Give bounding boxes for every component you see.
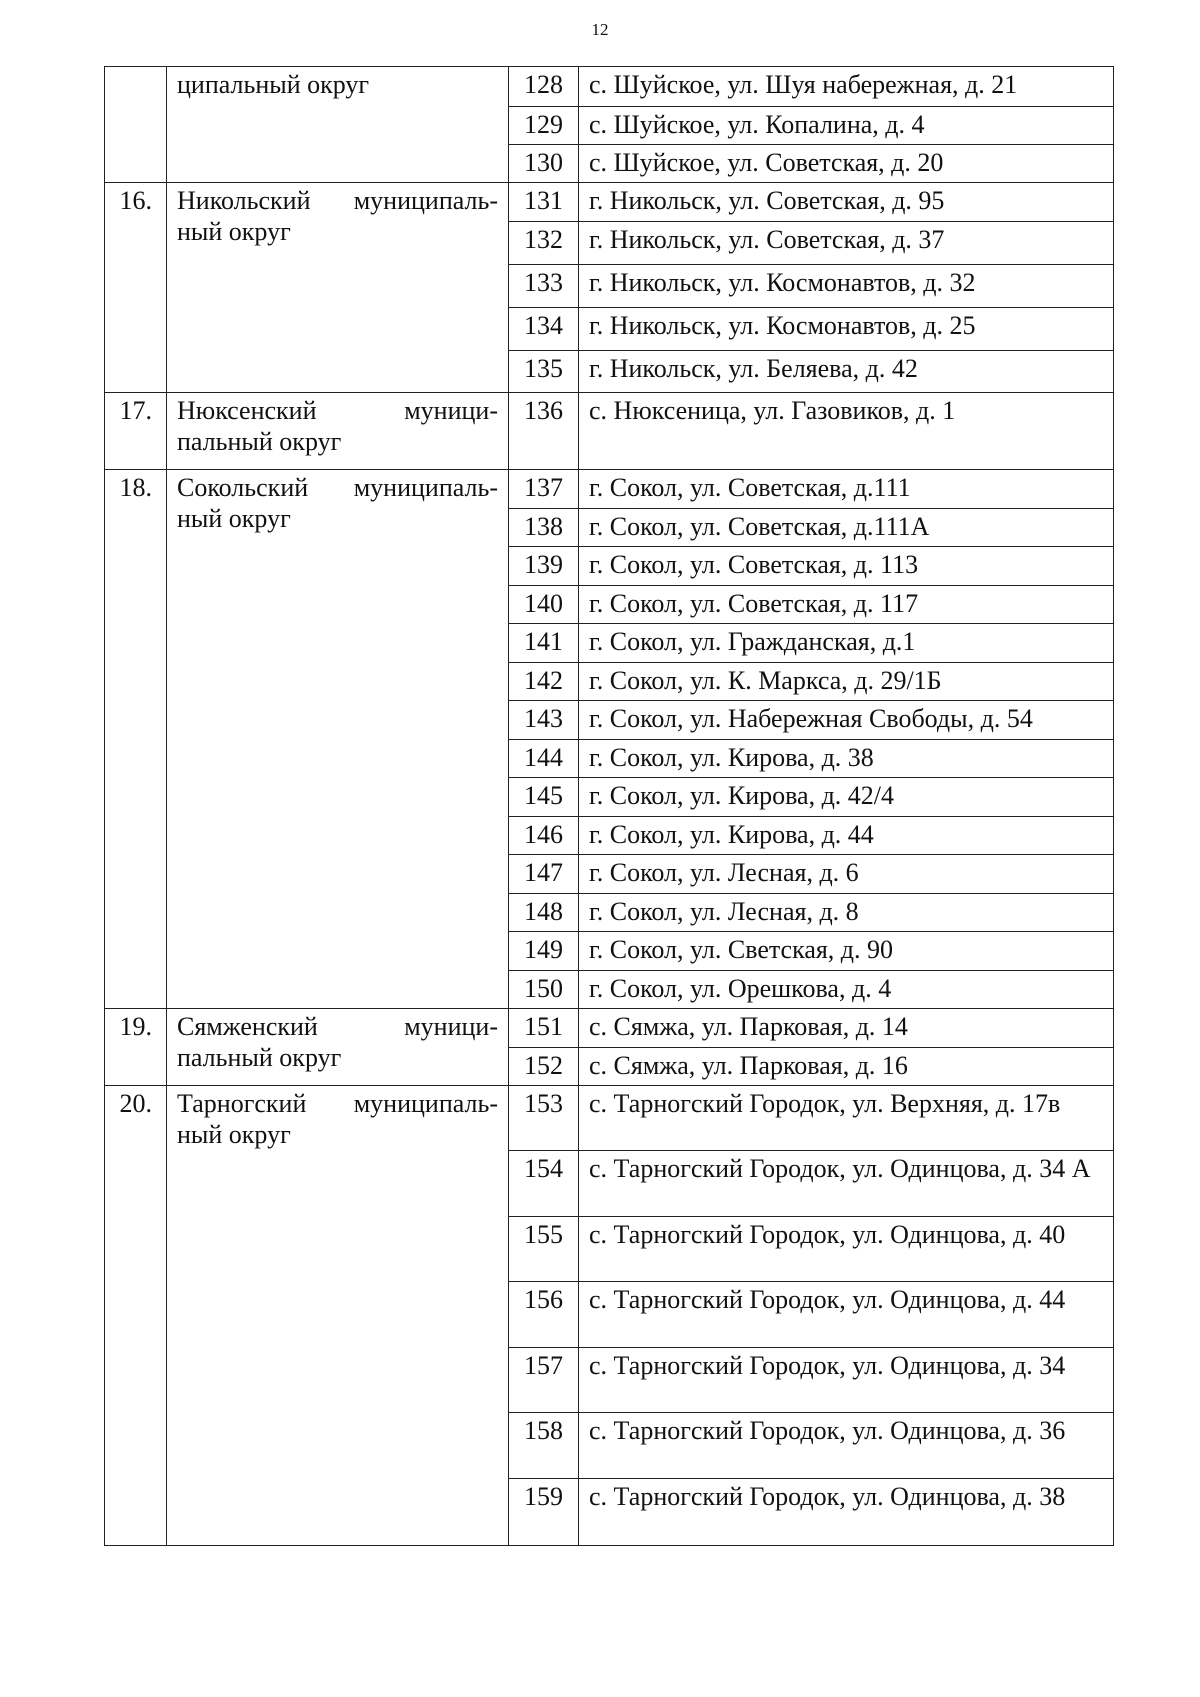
district-name-line2: пальный округ bbox=[177, 1043, 342, 1072]
station-number-cell: 135 bbox=[509, 351, 579, 393]
address-cell: г. Никольск, ул. Космонавтов, д. 25 bbox=[579, 308, 1114, 351]
address-cell: с. Тарногский Городок, ул. Одинцова, д. 36 bbox=[579, 1413, 1114, 1479]
district-name-cell bbox=[167, 183, 509, 393]
station-number-cell: 139 bbox=[509, 547, 579, 586]
district-number-cell: 20. bbox=[105, 1086, 167, 1546]
district-name-line2: ный округ bbox=[177, 217, 291, 246]
address-cell: г. Сокол, ул. Советская, д. 117 bbox=[579, 586, 1114, 624]
table-row bbox=[105, 1009, 1114, 1048]
address-cell: с. Тарногский Городок, ул. Одинцова, д. 40 bbox=[579, 1217, 1114, 1282]
station-number-cell: 153 bbox=[509, 1086, 579, 1151]
station-number-cell: 158 bbox=[509, 1413, 579, 1479]
station-number-cell: 150 bbox=[509, 971, 579, 1009]
address-cell: с. Тарногский Городок, ул. Верхняя, д. 17в bbox=[579, 1086, 1114, 1151]
station-number-cell: 128 bbox=[509, 67, 579, 107]
address-cell: г. Сокол, ул. Советская, д.111А bbox=[579, 509, 1114, 547]
station-number-cell: 146 bbox=[509, 817, 579, 855]
address-cell: г. Сокол, ул. Кирова, д. 42/4 bbox=[579, 778, 1114, 817]
table-row bbox=[105, 470, 1114, 509]
table-body bbox=[105, 67, 1114, 1546]
district-name-cell bbox=[167, 1086, 509, 1546]
district-number-cell bbox=[105, 67, 167, 183]
address-cell: с. Сямжа, ул. Парковая, д. 14 bbox=[579, 1009, 1114, 1048]
district-name-line1: Сокольский муниципаль- bbox=[177, 473, 498, 502]
district-name-line2: пальный округ bbox=[177, 427, 342, 456]
station-number-cell: 134 bbox=[509, 308, 579, 351]
address-cell: с. Сямжа, ул. Парковая, д. 16 bbox=[579, 1048, 1114, 1086]
station-number-cell: 147 bbox=[509, 855, 579, 894]
table-row bbox=[105, 183, 1114, 222]
station-number-cell: 144 bbox=[509, 740, 579, 778]
station-number-cell: 136 bbox=[509, 393, 579, 470]
station-number-cell: 137 bbox=[509, 470, 579, 509]
address-cell: с. Шуйское, ул. Шуя набережная, д. 21 bbox=[579, 67, 1114, 107]
address-cell: г. Никольск, ул. Космонавтов, д. 32 bbox=[579, 265, 1114, 308]
address-cell: г. Никольск, ул. Беляева, д. 42 bbox=[579, 351, 1114, 393]
station-number-cell: 152 bbox=[509, 1048, 579, 1086]
address-cell: г. Сокол, ул. Гражданская, д.1 bbox=[579, 624, 1114, 663]
district-name-line1: Сямженский муници- bbox=[177, 1012, 498, 1041]
district-number-cell: 17. bbox=[105, 393, 167, 470]
station-number-cell: 145 bbox=[509, 778, 579, 817]
district-name-line1: Нюксенский муници- bbox=[177, 396, 498, 425]
address-cell: с. Шуйское, ул. Советская, д. 20 bbox=[579, 145, 1114, 183]
district-name-line2: ный округ bbox=[177, 1120, 291, 1149]
station-number-cell: 132 bbox=[509, 222, 579, 265]
district-number-cell: 16. bbox=[105, 183, 167, 393]
station-number-cell: 142 bbox=[509, 663, 579, 701]
station-number-cell: 131 bbox=[509, 183, 579, 222]
station-number-cell: 130 bbox=[509, 145, 579, 183]
district-name-cell bbox=[167, 67, 509, 183]
station-number-cell: 159 bbox=[509, 1479, 579, 1546]
station-number-cell: 143 bbox=[509, 701, 579, 740]
station-number-cell: 156 bbox=[509, 1282, 579, 1348]
address-cell: с. Шуйское, ул. Копалина, д. 4 bbox=[579, 107, 1114, 145]
district-name-cell bbox=[167, 1009, 509, 1086]
station-number-cell: 149 bbox=[509, 932, 579, 971]
address-cell: г. Сокол, ул. Советская, д. 113 bbox=[579, 547, 1114, 586]
district-name-cell bbox=[167, 393, 509, 470]
station-number-cell: 133 bbox=[509, 265, 579, 308]
station-number-cell: 138 bbox=[509, 509, 579, 547]
district-name-line1: Никольский муниципаль- bbox=[177, 186, 498, 215]
station-number-cell: 148 bbox=[509, 894, 579, 932]
address-cell: г. Никольск, ул. Советская, д. 95 bbox=[579, 183, 1114, 222]
table-row bbox=[105, 393, 1114, 470]
address-cell: г. Сокол, ул. Кирова, д. 44 bbox=[579, 817, 1114, 855]
district-name-line1: Тарногский муниципаль- bbox=[177, 1089, 498, 1118]
page-number: 12 bbox=[591, 20, 609, 39]
table-row bbox=[105, 67, 1114, 107]
station-number-cell: 129 bbox=[509, 107, 579, 145]
district-name-line2: ципальный округ bbox=[177, 70, 370, 99]
address-cell: г. Сокол, ул. Советская, д.111 bbox=[579, 470, 1114, 509]
address-cell: с. Тарногский Городок, ул. Одинцова, д. 34 bbox=[579, 1348, 1114, 1413]
address-cell: г. Сокол, ул. Орешкова, д. 4 bbox=[579, 971, 1114, 1009]
district-number-cell: 19. bbox=[105, 1009, 167, 1086]
station-number-cell: 151 bbox=[509, 1009, 579, 1048]
address-cell: г. Сокол, ул. Кирова, д. 38 bbox=[579, 740, 1114, 778]
address-cell: г. Сокол, ул. К. Маркса, д. 29/1Б bbox=[579, 663, 1114, 701]
address-cell: с. Тарногский Городок, ул. Одинцова, д. 34 А bbox=[579, 1151, 1114, 1217]
district-number-cell: 18. bbox=[105, 470, 167, 1009]
station-number-cell: 140 bbox=[509, 586, 579, 624]
address-cell: с. Тарногский Городок, ул. Одинцова, д. 38 bbox=[579, 1479, 1114, 1546]
district-name-line2: ный округ bbox=[177, 504, 291, 533]
station-number-cell: 141 bbox=[509, 624, 579, 663]
address-cell: с. Нюксеница, ул. Газовиков, д. 1 bbox=[579, 393, 1114, 470]
district-name-cell bbox=[167, 470, 509, 1009]
station-number-cell: 157 bbox=[509, 1348, 579, 1413]
address-cell: г. Сокол, ул. Набережная Свободы, д. 54 bbox=[579, 701, 1114, 740]
table-row bbox=[105, 1086, 1114, 1151]
station-number-cell: 155 bbox=[509, 1217, 579, 1282]
station-number-cell: 154 bbox=[509, 1151, 579, 1217]
address-cell: г. Сокол, ул. Лесная, д. 6 bbox=[579, 855, 1114, 894]
address-cell: с. Тарногский Городок, ул. Одинцова, д. 44 bbox=[579, 1282, 1114, 1348]
address-cell: г. Сокол, ул. Светская, д. 90 bbox=[579, 932, 1114, 971]
address-cell: г. Сокол, ул. Лесная, д. 8 bbox=[579, 894, 1114, 932]
address-cell: г. Никольск, ул. Советская, д. 37 bbox=[579, 222, 1114, 265]
polling-address-table bbox=[104, 66, 1114, 1546]
